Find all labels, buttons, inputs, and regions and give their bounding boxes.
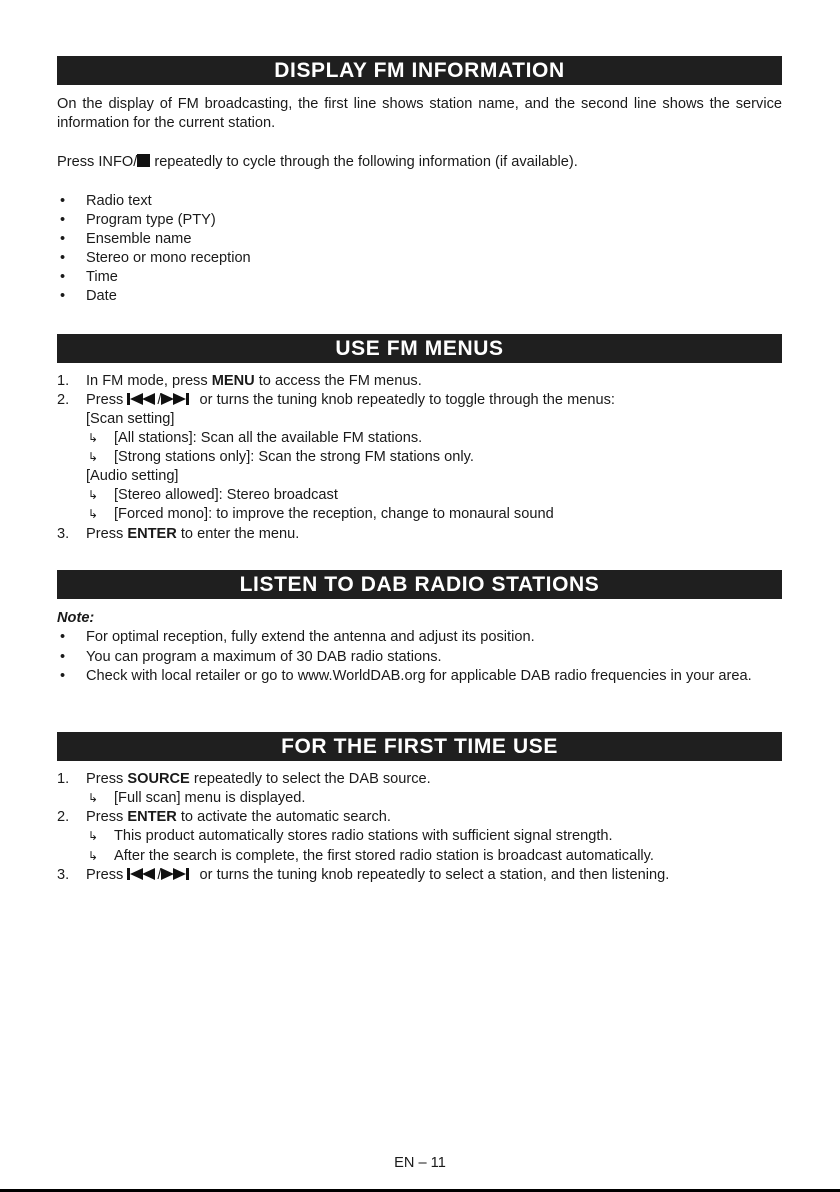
sub-arrow-icon: ↳ <box>88 450 99 464</box>
bullet-icon: • <box>60 231 66 247</box>
note-item: For optimal reception, fully extend the antenna and adjust its position. <box>86 629 535 645</box>
paragraph-fm-display: On the display of FM broadcasting, the first line shows station name, and the second line shows the service information for the current station. <box>57 96 782 132</box>
note-label: Note: <box>57 610 95 626</box>
enter-key-label: ENTER <box>127 809 177 825</box>
skip-back-icon <box>127 868 157 880</box>
step-1-menu <box>86 372 422 391</box>
audio-setting-label: [Audio setting] <box>86 468 179 484</box>
text-fragment: repeatedly to select the DAB source. <box>189 771 431 787</box>
sub-arrow-icon: ↳ <box>88 507 99 521</box>
bullet-icon: • <box>60 250 66 266</box>
step-2-enter <box>86 808 391 827</box>
text-fragment: to access the FM menus. <box>254 373 422 389</box>
sub-arrow-icon: ↳ <box>88 431 99 445</box>
step-result: [Full scan] menu is displayed. <box>114 790 306 806</box>
slash-separator: / <box>157 392 162 408</box>
section-title-dab: LISTEN TO DAB RADIO STATIONS <box>57 570 782 599</box>
step-result: After the search is complete, the first stored radio station is broadcast automatically. <box>114 848 654 864</box>
step-1-source <box>86 770 431 789</box>
text-fragment: to enter the menu. <box>176 526 300 542</box>
text-fragment: or turns the tuning knob repeatedly to toggle through the menus: <box>195 392 615 408</box>
source-key-label: SOURCE <box>127 771 190 787</box>
slash-separator: / <box>157 867 162 883</box>
bullet-icon: • <box>60 649 66 665</box>
text-fragment: Press <box>86 526 128 542</box>
audio-option: [Forced mono]: to improve the reception, change to monaural sound <box>114 506 554 522</box>
list-item: Program type (PTY) <box>86 212 216 228</box>
step-number: 1. <box>57 771 70 787</box>
step-number: 3. <box>57 867 70 883</box>
section-title-fm-menus: USE FM MENUS <box>57 334 782 363</box>
step-number: 3. <box>57 526 70 542</box>
bullet-icon: • <box>60 668 66 684</box>
skip-forward-icon <box>161 868 191 880</box>
text-fragment: Press <box>86 771 128 787</box>
stop-square-icon <box>137 154 150 167</box>
scan-option: [All stations]: Scan all the available FM stations. <box>114 430 423 446</box>
sub-arrow-icon: ↳ <box>88 829 99 843</box>
list-item: Stereo or mono reception <box>86 250 251 266</box>
text-fragment: to activate the automatic search. <box>176 809 391 825</box>
list-item: Radio text <box>86 193 152 209</box>
menu-key-label: MENU <box>211 373 255 389</box>
list-item: Date <box>86 288 117 304</box>
text-fragment: Press <box>86 809 128 825</box>
text-fragment: Press INFO/ <box>57 154 138 170</box>
note-item: Check with local retailer or go to www.WorldDAB.org for applicable DAB radio frequencies in your area. <box>86 668 752 684</box>
text-fragment: In FM mode, press <box>86 373 212 389</box>
note-item: You can program a maximum of 30 DAB radio stations. <box>86 649 442 665</box>
skip-back-icon <box>127 393 157 405</box>
bullet-icon: • <box>60 288 66 304</box>
bullet-icon: • <box>60 629 66 645</box>
step-result: This product automatically stores radio stations with sufficient signal strength. <box>114 828 613 844</box>
bullet-icon: • <box>60 269 66 285</box>
step-number: 1. <box>57 373 70 389</box>
enter-key-label: ENTER <box>127 526 177 542</box>
step-3-select <box>86 866 669 885</box>
sub-arrow-icon: ↳ <box>88 488 99 502</box>
step-number: 2. <box>57 809 70 825</box>
step-number: 2. <box>57 392 70 408</box>
text-fragment: Press <box>86 392 128 408</box>
text-fragment: or turns the tuning knob repeatedly to select a station, and then listening. <box>195 867 670 883</box>
scan-option: [Strong stations only]: Scan the strong FM stations only. <box>114 449 474 465</box>
paragraph-info-button <box>57 153 578 172</box>
scan-setting-label: [Scan setting] <box>86 411 175 427</box>
step-3-enter <box>86 525 299 544</box>
text-fragment: Press <box>86 867 128 883</box>
section-title-first-use: FOR THE FIRST TIME USE <box>57 732 782 761</box>
page-number: EN – 11 <box>394 1155 446 1171</box>
text-fragment: repeatedly to cycle through the following information (if available). <box>150 154 578 170</box>
audio-option: [Stereo allowed]: Stereo broadcast <box>114 487 338 503</box>
section-title-display-fm: DISPLAY FM INFORMATION <box>57 56 782 85</box>
list-item: Ensemble name <box>86 231 192 247</box>
skip-forward-icon <box>161 393 191 405</box>
list-item: Time <box>86 269 118 285</box>
sub-arrow-icon: ↳ <box>88 791 99 805</box>
sub-arrow-icon: ↳ <box>88 849 99 863</box>
step-2-toggle <box>86 391 615 410</box>
bullet-icon: • <box>60 193 66 209</box>
bullet-icon: • <box>60 212 66 228</box>
